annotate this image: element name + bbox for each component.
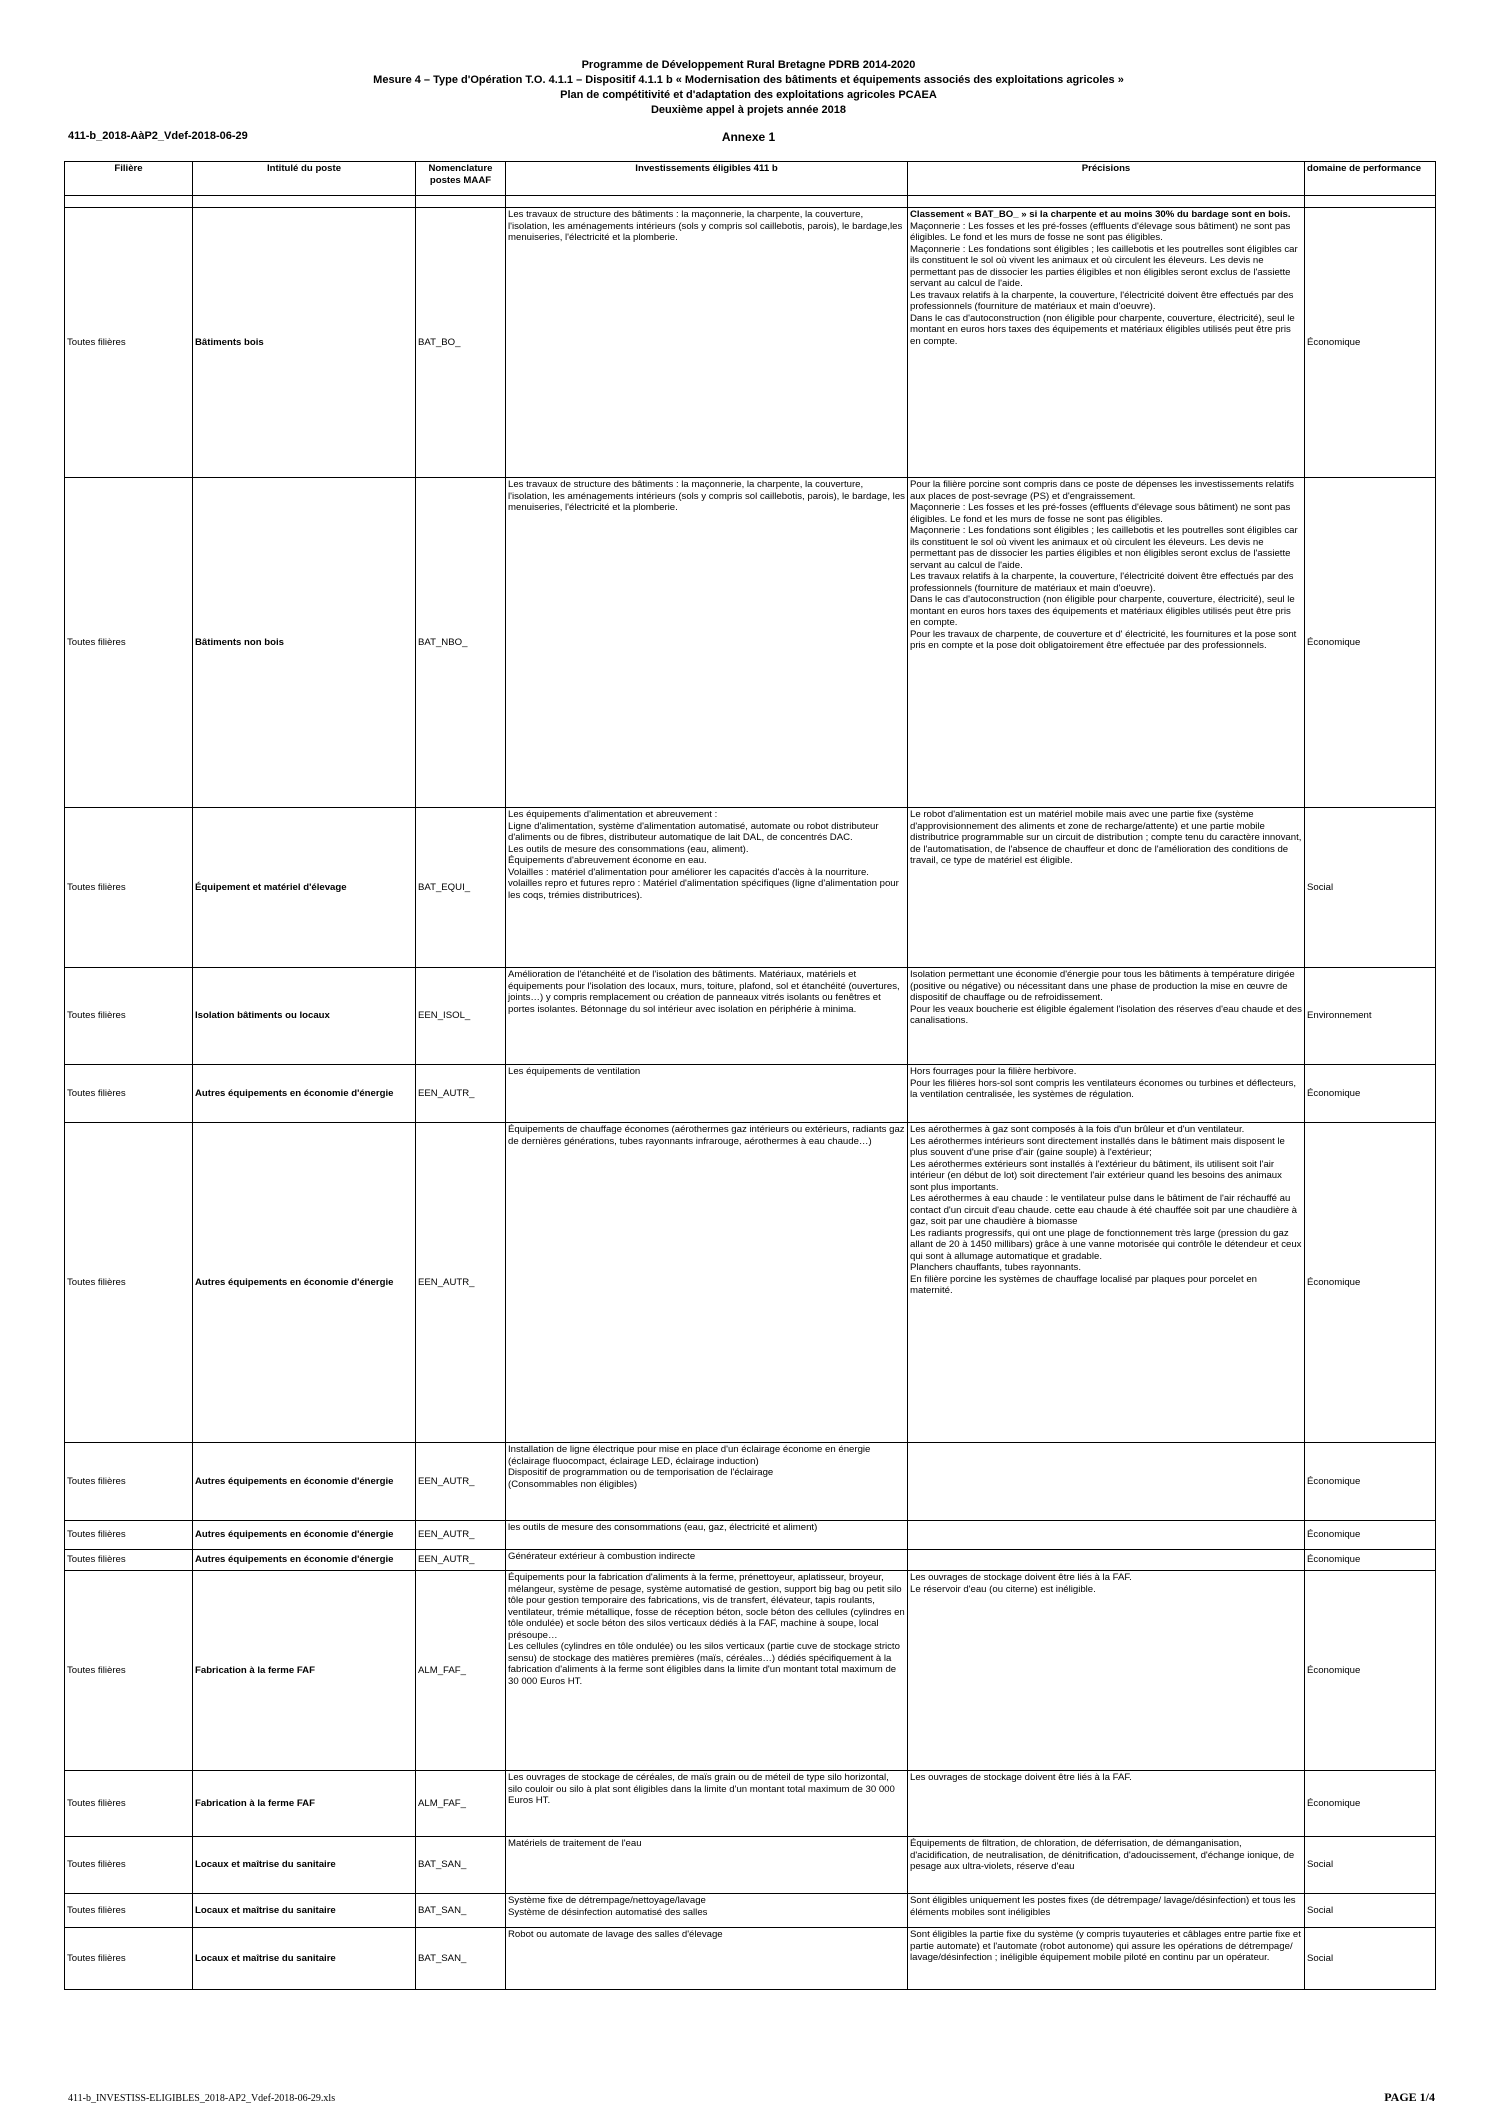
investments-cell — [506, 1550, 908, 1571]
poste-cell-text: Locaux et maîtrise du sanitaire — [195, 1904, 336, 1916]
investments-cell-text: Les ouvrages de stockage de céréales, de maïs grain ou de méteil de type silo horizontal, silo couloir ou silo à plat sont éligibles dans la limite d'un montant total maximum de 30 000 Euros HT. — [508, 1772, 895, 1806]
domain-cell — [1305, 1894, 1436, 1928]
nomenclature-cell — [416, 1571, 506, 1771]
investments-cell — [506, 1571, 908, 1771]
filiere-cell — [65, 1771, 193, 1837]
nomenclature-cell — [416, 1837, 506, 1894]
precisions-cell — [908, 1837, 1305, 1894]
investments-cell-text: Équipements de chauffage économes (aérothermes gaz intérieurs ou extérieurs, radiants gaz de dernières générations, tubes rayonnants infrarouge, aérothermes à eau chaude…) — [508, 1124, 905, 1147]
column-header: domaine de performance — [1305, 162, 1436, 196]
table-row — [65, 1550, 1436, 1571]
column-header: Intitulé du poste — [193, 162, 416, 196]
table-row — [65, 1571, 1436, 1771]
nomenclature-cell — [416, 1894, 506, 1928]
nomenclature-cell-text: EEN_ISOL_ — [418, 1010, 471, 1022]
filiere-cell — [65, 1837, 193, 1894]
precisions-cell — [908, 968, 1305, 1065]
nomenclature-cell-text: EEN_AUTR_ — [418, 1529, 475, 1541]
table-row — [65, 808, 1436, 968]
poste-cell-text: Isolation bâtiments ou locaux — [195, 1010, 330, 1022]
filiere-cell-text: Toutes filières — [67, 1859, 126, 1871]
domain-cell-text: Économique — [1307, 1087, 1361, 1099]
column-header: Précisions — [908, 162, 1305, 196]
domain-cell — [1305, 208, 1436, 478]
filiere-cell-text: Toutes filières — [67, 1797, 126, 1809]
column-header: Investissements éligibles 411 b — [506, 162, 908, 196]
precisions-cell — [908, 1550, 1305, 1571]
poste-cell — [193, 1550, 416, 1571]
filiere-cell-text: Toutes filières — [67, 1529, 126, 1541]
nomenclature-cell — [416, 1065, 506, 1123]
filiere-cell — [65, 208, 193, 478]
precision-text: Isolation permettant une économie d'énergie pour tous les bâtiments à température dirigée (positive ou négative) ou nécessitant dans une phase de production la mise en œuvre de dispositif de chauffage ou de refroidissement. Pour les veaux boucherie est éligible également l'isolation des réserves d'eau chaude et des canalisations. — [910, 969, 1302, 1026]
filiere-cell — [65, 1571, 193, 1771]
filiere-cell-text: Toutes filières — [67, 1952, 126, 1964]
investments-cell-text: les outils de mesure des consommations (eau, gaz, électricité et aliment) — [508, 1522, 818, 1533]
nomenclature-cell — [416, 968, 506, 1065]
investments-cell — [506, 1837, 908, 1894]
precision-highlight: Classement « BAT_BO_ » si la charpente et au moins 30% du bardage sont en bois. — [910, 209, 1291, 220]
domain-cell — [1305, 1521, 1436, 1550]
table-row — [65, 1443, 1436, 1521]
domain-cell — [1305, 808, 1436, 968]
nomenclature-cell-text: BAT_SAN_ — [418, 1904, 467, 1916]
investments-cell — [506, 208, 908, 478]
precision-text: Maçonnerie : Les fosses et les pré-fosses (effluents d'élevage sous bâtiment) ne sont pas éligibles. Le fond et les murs de fosse ne sont pas éligibles. Maçonnerie : Les fondations sont éligibles ; les caillebotis et les poutrelles sont éligibles car ils constituent le sol où vivent les animaux et où circulent les éleveurs. Les devis ne permettant pas de dissocier les parties éligibles et non éligibles seront exclus de l'assiette servant au calcul de l'aide. Les travaux relatifs à la charpente, la couverture, l'électricité doivent être effectués par des professionnels (fourniture de matériaux et main d'oeuvre). Dans le cas d'autoconstruction (non éligible pour charpente, couverture, électricité), seul le montant en euros hors taxes des équipements et matériaux éligibles utilisés peut être pris en compte. — [910, 220, 1298, 347]
domain-cell-text: Économique — [1307, 1554, 1361, 1566]
precision-text: Sont éligibles la partie fixe du système (y compris tuyauteries et câblages entre partie fixe et partie automate) et l'automate (robot autonome) qui assure les opérations de détrempage/ lavage/désinfection ; inéligible équipement mobile piloté en continu par un opérateur. — [910, 1929, 1301, 1963]
filiere-cell — [65, 1123, 193, 1443]
header-call: Deuxième appel à projets année 2018 — [650, 104, 847, 116]
footer-filename: 411-b_INVESTISS-ELIGIBLES_2018-AP2_Vdef-2018-06-29.xls — [68, 2093, 336, 2104]
investments-cell — [506, 968, 908, 1065]
domain-cell — [1305, 1837, 1436, 1894]
filiere-cell-text: Toutes filières — [67, 1904, 126, 1916]
poste-cell — [193, 1521, 416, 1550]
filiere-cell-text: Toutes filières — [67, 1554, 126, 1566]
nomenclature-cell-text: BAT_SAN_ — [418, 1952, 467, 1964]
precisions-cell — [908, 1065, 1305, 1123]
poste-cell-text: Fabrication à la ferme FAF — [195, 1797, 315, 1809]
filiere-cell-text: Toutes filières — [67, 1475, 126, 1487]
poste-cell-text: Bâtiments bois — [195, 336, 264, 348]
investments-cell — [506, 1443, 908, 1521]
domain-cell — [1305, 1123, 1436, 1443]
table-row — [65, 968, 1436, 1065]
domain-cell-text: Environnement — [1307, 1010, 1372, 1022]
nomenclature-cell-text: BAT_NBO_ — [418, 636, 468, 648]
domain-cell-text: Économique — [1307, 336, 1361, 348]
precisions-cell — [908, 208, 1305, 478]
table-row — [65, 1928, 1436, 1990]
precisions-cell — [908, 478, 1305, 808]
precision-text: Les aérothermes à gaz sont composés à la fois d'un brûleur et d'un ventilateur. Les aérothermes intérieurs sont directement installés dans le bâtiment mais disposent le plus souvent d'une prise d'air (gaine souple) à l'extérieur; Les aérothermes extérieurs sont installés à l'extérieur du bâtiment, ils utilisent soit l'air intérieur (en début de lot) soit directement l'air extérieur quand les besoins des animaux sont plus importants. Les aérothermes à eau chaude : le ventilateur pulse dans le bâtiment de l'air réchauffé au contact d'un circuit d'eau chaude. cette eau chaude à été chauffée soit par une chaudière à gaz, soit par une chaudière à biomasse Les radiants progressifs, qui ont une plage de fonctionnement très large (pression du gaz allant de 20 à 1450 millibars) grâce à une vanne motorisée qui contrôle le détendeur et ceux qui sont à allumage automatique et gradable. Planchers chauffants, tubes rayonnants. En filière porcine les systèmes de chauffage localisé par plaques pour porcelet en maternité. — [910, 1124, 1302, 1296]
poste-cell — [193, 968, 416, 1065]
nomenclature-cell-text: EEN_AUTR_ — [418, 1554, 475, 1566]
domain-cell — [1305, 1571, 1436, 1771]
nomenclature-cell-text: ALM_FAF_ — [418, 1797, 466, 1809]
table-row — [65, 1771, 1436, 1837]
nomenclature-cell-text: BAT_EQUI_ — [418, 881, 471, 893]
precision-text: Les ouvrages de stockage doivent être liés à la FAF. — [910, 1772, 1132, 1783]
domain-cell-text: Économique — [1307, 1276, 1361, 1288]
nomenclature-cell — [416, 1550, 506, 1571]
poste-cell — [193, 1065, 416, 1123]
domain-cell — [1305, 478, 1436, 808]
domain-cell — [1305, 1443, 1436, 1521]
poste-cell-text: Autres équipements en économie d'énergie — [195, 1087, 394, 1099]
investments-cell — [506, 478, 908, 808]
poste-cell-text: Autres équipements en économie d'énergie — [195, 1529, 394, 1541]
nomenclature-cell-text: EEN_AUTR_ — [418, 1276, 475, 1288]
filiere-cell — [65, 478, 193, 808]
investments-cell-text: Les travaux de structure des bâtiments : la maçonnerie, la charpente, la couverture, l'isolation, les aménagements intérieurs (sols y compris sol caillebotis, parois), le bardage,les menuiseries, l'électricité et la plomberie. — [508, 209, 903, 243]
poste-cell — [193, 1443, 416, 1521]
precision-text: Pour la filière porcine sont compris dans ce poste de dépenses les investissements relatifs aux places de post-sevrage (PS) et d'engraissement. Maçonnerie : Les fosses et les pré-fosses (effluents d'élevage sous bâtiment) ne sont pas éligibles. Le fond et les murs de fosse ne sont pas éligibles. Maçonnerie : Les fondations sont éligibles ; les caillebotis et les poutrelles sont éligibles car ils constituent le sol où vivent les animaux et où circulent les éleveurs. Les devis ne permettant pas de dissocier les parties éligibles et non éligibles seront exclus de l'assiette servant au calcul de l'aide. Les travaux relatifs à la charpente, la couverture, l'électricité doivent être effectués par des professionnels (fourniture de matériaux et main d'oeuvre). Dans le cas d'autoconstruction (non éligible pour charpente, couverture, électricité), seul le montant en euros hors taxes des équipements et matériaux éligibles utilisés peut être pris en compte. Pour les travaux de charpente, de couverture et d' électricité, les fournitures et la pose sont pris en compte et la pose doit obligatoirement être effectuée par des professionnels. — [910, 479, 1298, 651]
header-title: Programme de Développement Rural Bretagne PDRB 2014-2020 — [581, 59, 916, 71]
domain-cell — [1305, 1771, 1436, 1837]
table-row — [65, 478, 1436, 808]
poste-cell — [193, 1771, 416, 1837]
precision-text: Équipements de filtration, de chloration, de déferrisation, de démanganisation, d'acidification, de neutralisation, de dénitrification, d'adoucissement, d'échange ionique, de pesage aux ultra-violets, réserve d'eau — [910, 1838, 1295, 1872]
investments-cell-text: Les équipements de ventilation — [508, 1066, 641, 1077]
column-header: Filière — [65, 162, 193, 196]
filiere-cell-text: Toutes filières — [67, 1010, 126, 1022]
nomenclature-cell-text: BAT_SAN_ — [418, 1859, 467, 1871]
filiere-cell-text: Toutes filières — [67, 1087, 126, 1099]
filiere-cell — [65, 1550, 193, 1571]
footer-page-number: PAGE 1/4 — [1384, 2090, 1435, 2104]
poste-cell — [193, 478, 416, 808]
precisions-cell — [908, 1928, 1305, 1990]
annexe-title: Annexe 1 — [721, 130, 776, 144]
investments-cell-text: Les travaux de structure des bâtiments : la maçonnerie, la charpente, la couverture, l'isolation, les aménagements intérieurs (sols y compris sol caillebotis, parois), le bardage, les menuiseries, l'électricité et la plomberie. — [508, 479, 905, 513]
nomenclature-cell — [416, 1521, 506, 1550]
nomenclature-cell-text: ALM_FAF_ — [418, 1664, 466, 1676]
nomenclature-cell — [416, 1771, 506, 1837]
investments-cell — [506, 808, 908, 968]
investments-cell — [506, 1928, 908, 1990]
investments-cell-text: Matériels de traitement de l'eau — [508, 1838, 642, 1849]
nomenclature-cell — [416, 808, 506, 968]
poste-cell — [193, 1571, 416, 1771]
table-row — [65, 1837, 1436, 1894]
precisions-cell — [908, 1123, 1305, 1443]
domain-cell-text: Social — [1307, 881, 1334, 893]
filiere-cell — [65, 1928, 193, 1990]
table-row — [65, 1123, 1436, 1443]
header-plan: Plan de compétitivité et d'adaptation des exploitations agricoles PCAEA — [560, 89, 937, 101]
filiere-cell — [65, 808, 193, 968]
investments-cell — [506, 1065, 908, 1123]
poste-cell-text: Autres équipements en économie d'énergie — [195, 1276, 394, 1288]
domain-cell — [1305, 1065, 1436, 1123]
investments-cell — [506, 1123, 908, 1443]
domain-cell-text: Social — [1307, 1859, 1334, 1871]
precision-text: Hors fourrages pour la filière herbivore. Pour les filières hors-sol sont compris les ventilateurs économes ou turbines et déflecteurs, la ventilation centralisée, les systèmes de régulation. — [910, 1066, 1297, 1100]
table-row — [65, 1521, 1436, 1550]
precisions-cell — [908, 808, 1305, 968]
precisions-cell — [908, 1443, 1305, 1521]
poste-cell-text: Locaux et maîtrise du sanitaire — [195, 1952, 336, 1964]
precisions-cell — [908, 1894, 1305, 1928]
header-measure: Mesure 4 – Type d'Opération T.O. 4.1.1 – Dispositif 4.1.1 b « Modernisation des bâtiments et équipements associés des exploitations agricoles » — [373, 74, 1124, 86]
investments-cell-text: Installation de ligne électrique pour mise en place d'un éclairage économe en énergie (éclairage fluocompact, éclairage LED, éclairage induction) Dispositif de programmation ou de temporisation de l'éclairage (Consommables non éligibles) — [508, 1444, 871, 1490]
domain-cell-text: Économique — [1307, 636, 1361, 648]
nomenclature-cell — [416, 1123, 506, 1443]
poste-cell-text: Autres équipements en économie d'énergie — [195, 1554, 394, 1566]
poste-cell-text: Équipement et matériel d'élevage — [195, 881, 347, 893]
filiere-cell-text: Toutes filières — [67, 1664, 126, 1676]
investments-cell — [506, 1521, 908, 1550]
filiere-cell — [65, 1065, 193, 1123]
investments-cell-text: Les équipements d'alimentation et abreuvement : Ligne d'alimentation, système d'alimentation automatisé, automate ou robot distributeur d'aliments ou de fibres, distributeur automatique de lait DAL, de concentrés DAC. Les outils de mesure des consommations (eau, aliment). Équipements d'abreuvement économe en eau. Volailles : matériel d'alimentation pour améliorer les capacités d'accès à la nourriture. volailles repro et futures repro : Matériel d'alimentation spécifiques (ligne d'alimentation pour les coqs, trémies distributrices). — [508, 809, 899, 901]
poste-cell-text: Locaux et maîtrise du sanitaire — [195, 1859, 336, 1871]
filiere-cell — [65, 1443, 193, 1521]
poste-cell — [193, 1837, 416, 1894]
investments-cell-text: Robot ou automate de lavage des salles d'élevage — [508, 1929, 723, 1940]
filiere-cell-text: Toutes filières — [67, 881, 126, 893]
domain-cell-text: Économique — [1307, 1475, 1361, 1487]
precision-text: Le robot d'alimentation est un matériel mobile mais avec une partie fixe (système d'approvisionnement des aliments et zone de recharge/attente) et une partie mobile distributrice programmable sur un circuit de distribution ; compte tenu du caractère innovant, de l'automatisation, de l'absence de chauffeur et donc de l'amélioration des conditions de travail, ce type de matériel est éligible. — [910, 809, 1302, 866]
domain-cell — [1305, 1550, 1436, 1571]
poste-cell — [193, 1928, 416, 1990]
table-row — [65, 208, 1436, 478]
nomenclature-cell — [416, 478, 506, 808]
filiere-cell — [65, 1521, 193, 1550]
table-header-row — [65, 162, 1436, 196]
precision-text: Sont éligibles uniquement les postes fixes (de détrempage/ lavage/désinfection) et tous les éléments mobiles sont inéligibles — [910, 1895, 1296, 1918]
table-row — [65, 1894, 1436, 1928]
nomenclature-cell-text: EEN_AUTR_ — [418, 1087, 475, 1099]
precisions-cell — [908, 1771, 1305, 1837]
column-header: Nomenclature postes MAAF — [416, 162, 506, 196]
precision-text: Les ouvrages de stockage doivent être liés à la FAF. Le réservoir d'eau (ou citerne) est inéligible. — [910, 1572, 1132, 1595]
poste-cell — [193, 208, 416, 478]
filiere-cell-text: Toutes filières — [67, 636, 126, 648]
table-row — [65, 1065, 1436, 1123]
poste-cell-text: Fabrication à la ferme FAF — [195, 1664, 315, 1676]
investments-cell-text: Système fixe de détrempage/nettoyage/lavage Système de désinfection automatisé des salles — [508, 1895, 708, 1918]
precisions-cell — [908, 1571, 1305, 1771]
nomenclature-cell-text: EEN_AUTR_ — [418, 1475, 475, 1487]
investments-cell-text: Générateur extérieur à combustion indirecte — [508, 1551, 696, 1562]
nomenclature-cell — [416, 1443, 506, 1521]
nomenclature-cell-text: BAT_BO_ — [418, 336, 461, 348]
poste-cell — [193, 808, 416, 968]
domain-cell-text: Social — [1307, 1904, 1334, 1916]
precisions-cell — [908, 1521, 1305, 1550]
investments-cell-text: Équipements pour la fabrication d'aliments à la ferme, prénettoyeur, aplatisseur, broyeur, mélangeur, système de pesage, système automatisé de gestion, support big bag ou petit silo tôle pour gestion temporaire des fabrications, vis de transfert, élévateur, tapis roulants, ventilateur, trémie métallique, fosse de réception béton, socle béton des cellules (cylindres en tôle ondulée) et socle béton des silos verticaux dédiés à la FAF, machine à soupe, local présoupe… Les cellules (cylindres en tôle ondulée) ou les silos verticaux (partie cuve de stockage stricto sensu) de stockage des matières premières (maïs, céréales…) dédiés spécifiquement à la fabrication d'aliments à la ferme sont éligibles dans la limite d'un montant total maximum de 30 000 Euros HT. — [508, 1572, 905, 1687]
filiere-cell — [65, 1894, 193, 1928]
investments-cell-text: Amélioration de l'étanchéité et de l'isolation des bâtiments. Matériaux, matériels et équipements pour l'isolation des locaux, murs, toiture, plafond, sol et étanchéité (ouvertures, joints…) y compris remplacement ou création de panneaux vitrés isolants ou fenêtres et portes isolantes. Bétonnage du sol intérieur avec isolation en périphérie à minima. — [508, 969, 900, 1015]
nomenclature-cell — [416, 208, 506, 478]
document-reference: 411-b_2018-AàP2_Vdef-2018-06-29 — [68, 130, 248, 142]
filiere-cell-text: Toutes filières — [67, 1276, 126, 1288]
domain-cell-text: Social — [1307, 1952, 1334, 1964]
spacer-row — [65, 196, 1436, 208]
poste-cell-text: Autres équipements en économie d'énergie — [195, 1475, 394, 1487]
filiere-cell — [65, 968, 193, 1065]
nomenclature-cell — [416, 1928, 506, 1990]
filiere-cell-text: Toutes filières — [67, 336, 126, 348]
investments-cell — [506, 1771, 908, 1837]
domain-cell-text: Économique — [1307, 1797, 1361, 1809]
investments-cell — [506, 1894, 908, 1928]
poste-cell — [193, 1894, 416, 1928]
poste-cell — [193, 1123, 416, 1443]
domain-cell-text: Économique — [1307, 1529, 1361, 1541]
domain-cell-text: Économique — [1307, 1664, 1361, 1676]
eligibility-table — [64, 161, 1436, 1990]
domain-cell — [1305, 968, 1436, 1065]
domain-cell — [1305, 1928, 1436, 1990]
poste-cell-text: Bâtiments non bois — [195, 636, 285, 648]
